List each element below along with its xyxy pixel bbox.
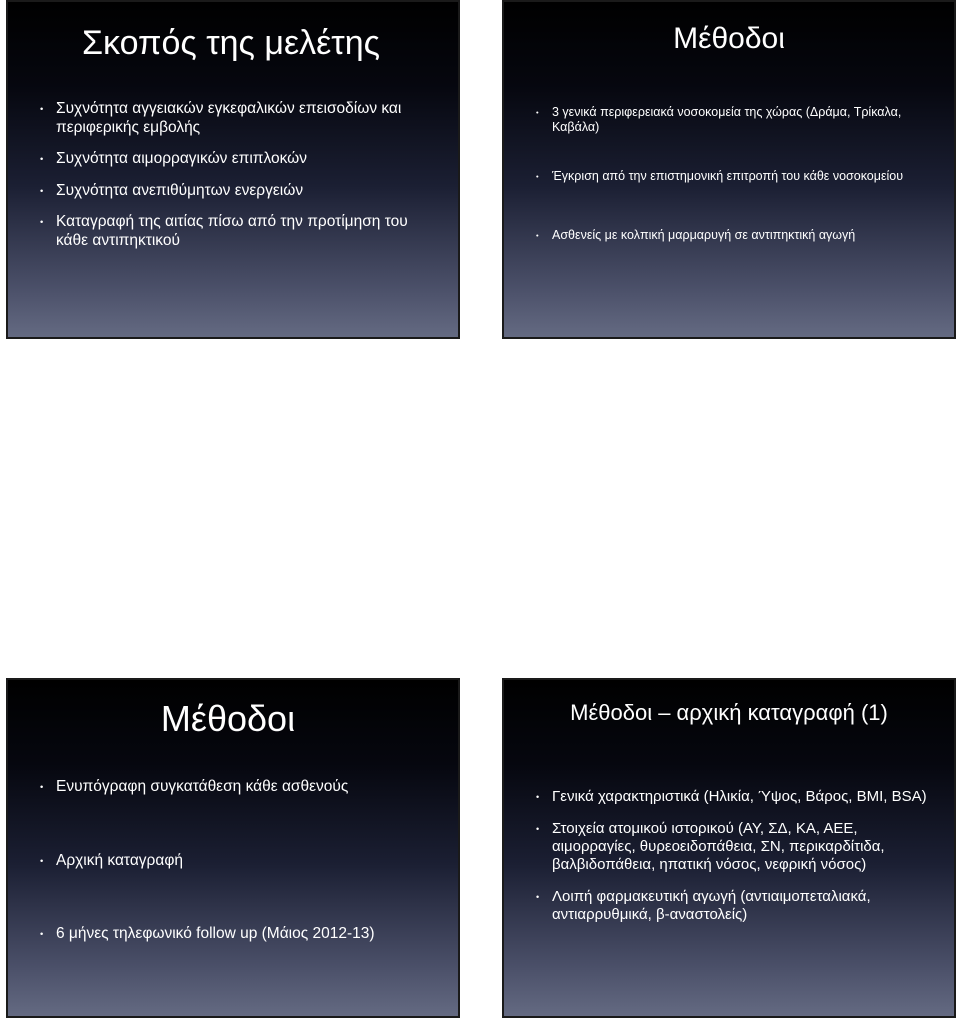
bullet-list [534,788,939,938]
bullet-item: • Έγκριση από την επιστημονική επιτροπή του κάθε νοσοκομείου [534,169,939,184]
bullet-item: • Ασθενείς με κολπική μαρμαρυγή σε αντιπηκτική αγωγή [534,228,939,243]
slide-title: Σκοπός της μελέτης [81,24,381,62]
bullet-item: • Καταγραφή της αιτίας πίσω από την προτίμηση του κάθε αντιπηκτικού [38,213,443,250]
slide-methods-initial-record [502,678,956,1018]
bullet-item: • Ενυπόγραφη συγκατάθεση κάθε ασθενούς [38,778,443,797]
slide-methods-2 [6,678,460,1018]
bullet-item: • Γενικά χαρακτηριστικά (Ηλικία, Ύψος, Βάρος, BMI, BSA) [534,788,939,806]
bullet-item: • Συχνότητα αιμορραγικών επιπλοκών [38,150,443,169]
bullet-item: • 3 γενικά περιφερειακά νοσοκομεία της χώρας (Δράμα, Τρίκαλα, Καβάλα) [534,105,939,135]
bullet-item: • Αρχική καταγραφή [38,852,443,871]
bullet-item: • 6 μήνες τηλεφωνικό follow up (Μάιος 2012-13) [38,925,443,944]
slide-methods-1 [502,0,956,339]
slide-title: Μέθοδοι [160,698,296,739]
slide-title: Μέθοδοι [673,22,785,55]
bullet-item: • Στοιχεία ατομικού ιστορικού (ΑΥ, ΣΔ, ΚΑ, ΑΕΕ, αιμορραγίες, θυρεοειδοπάθεια, ΣΝ, περικαρδίτιδα, βαλβιδοπάθεια, ηπατική νόσος, νεφρική νόσος) [534,820,939,874]
bullet-list [38,778,443,944]
bullet-item: • Συχνότητα ανεπιθύμητων ενεργειών [38,182,443,201]
bullet-item: • Λοιπή φαρμακευτική αγωγή (αντιαιμοπεταλιακά, αντιαρρυθμικά, β-αναστολείς) [534,888,939,924]
bullet-list [38,100,443,264]
slide-aim-of-study [6,0,460,339]
slide-title: Μέθοδοι – αρχική καταγραφή (1) [570,700,888,725]
bullet-list [534,105,939,243]
bullet-item: • Συχνότητα αγγειακών εγκεφαλικών επεισοδίων και περιφερικής εμβολής [38,100,443,137]
